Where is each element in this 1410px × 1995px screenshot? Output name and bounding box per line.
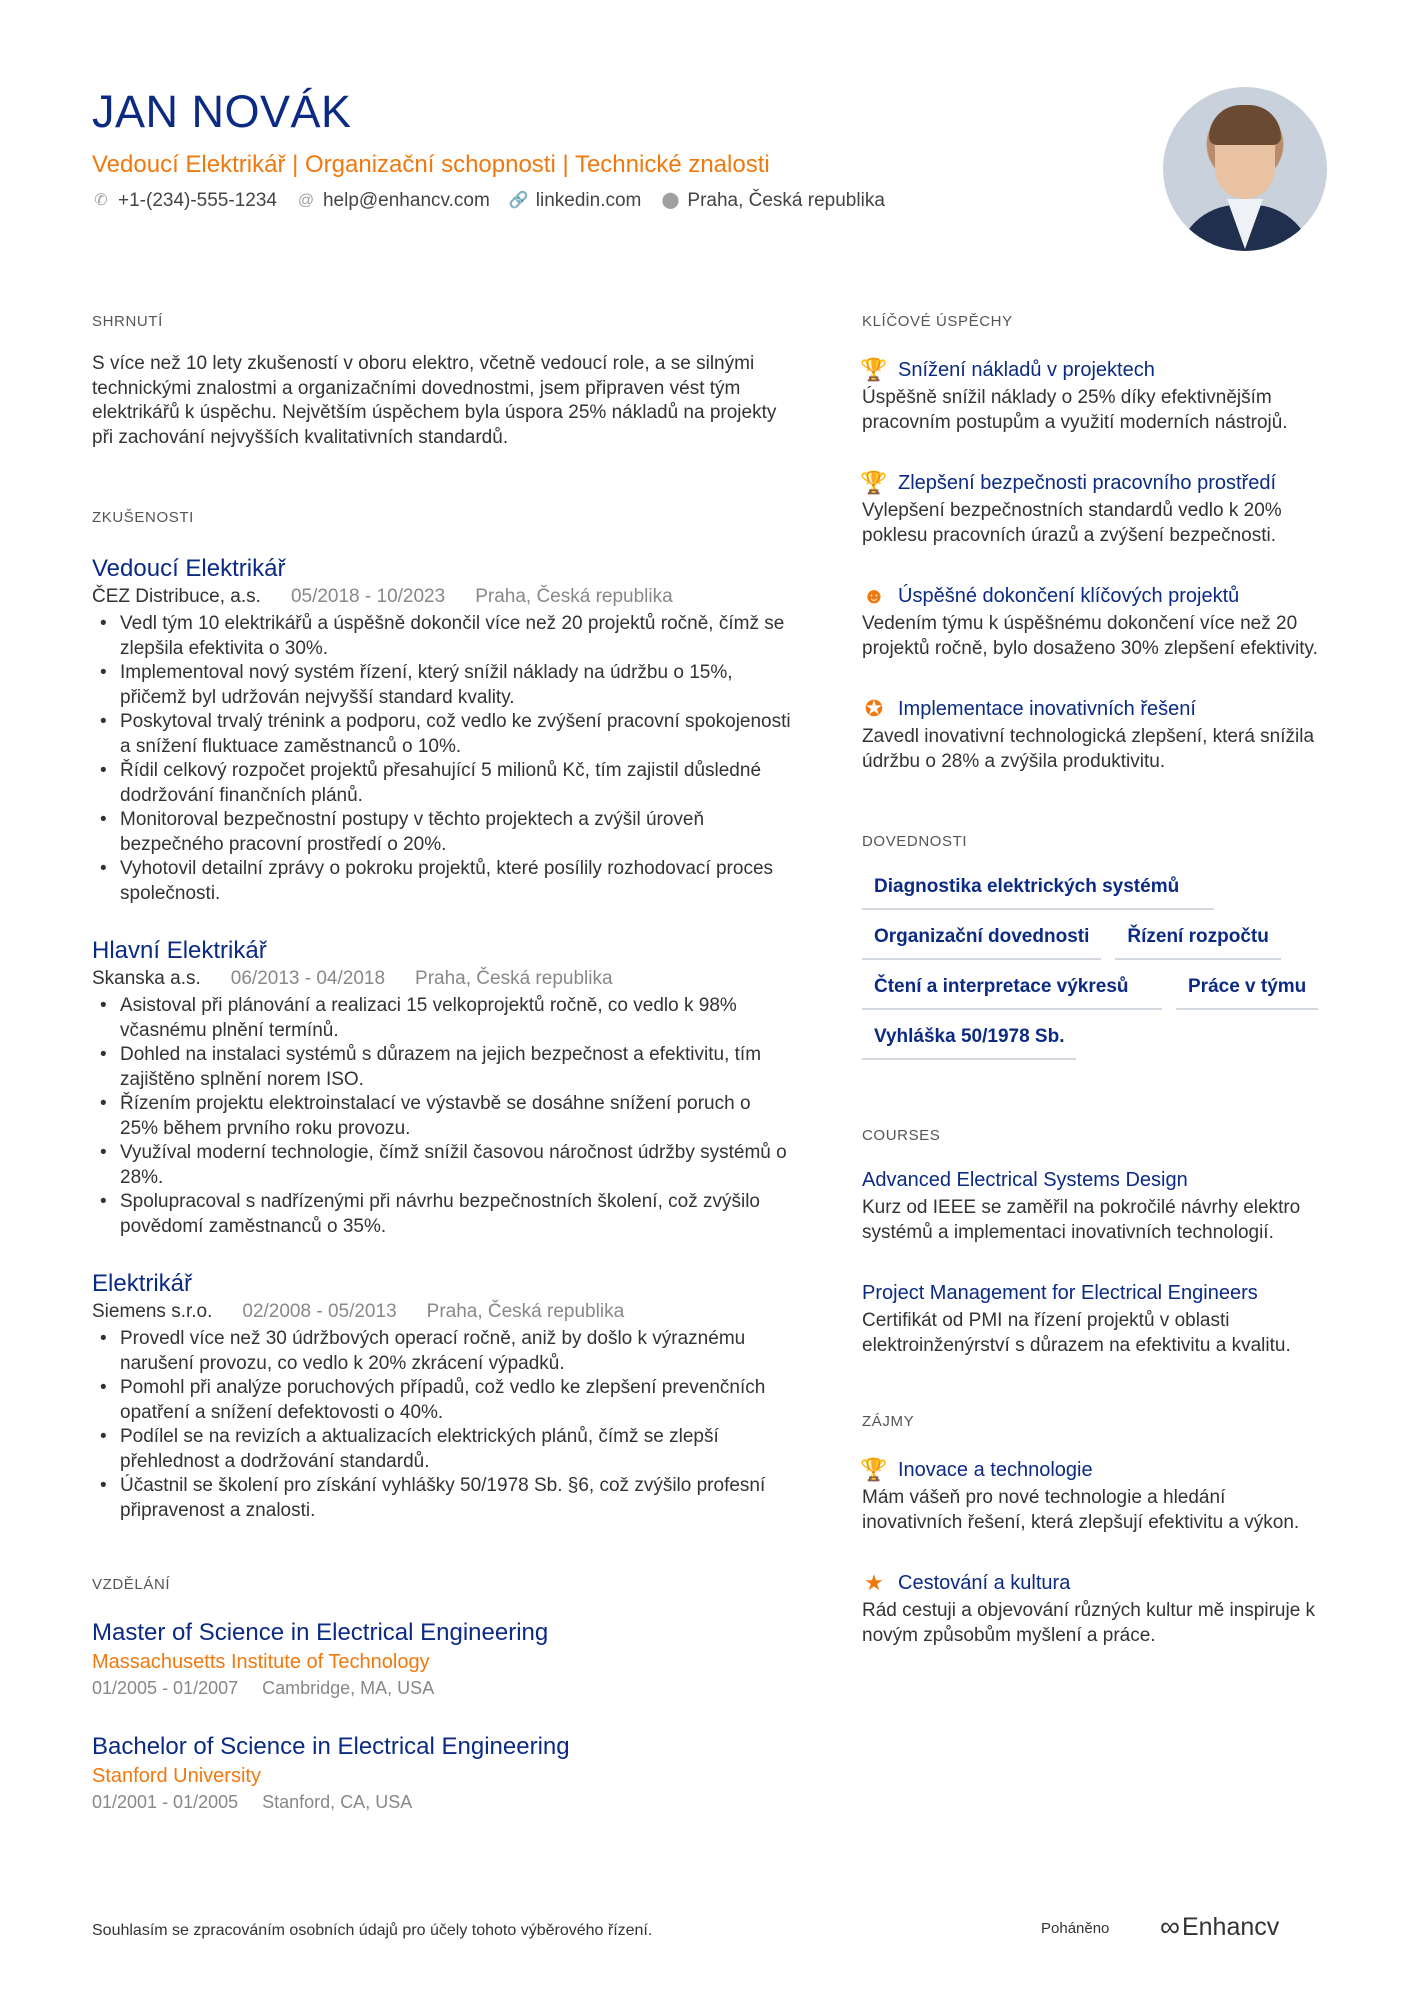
edu-location: Stanford, CA, USA bbox=[262, 1792, 413, 1812]
achievements-title: KLÍČOVÉ ÚSPĚCHY bbox=[862, 313, 1013, 330]
interest-desc: Mám vášeň pro nové technologie a hledání inovativních řešení, která zlepšují efektivitu a výkon. bbox=[862, 1487, 1300, 1533]
left-column bbox=[92, 312, 792, 1815]
experience-title: ZKUŠENOSTI bbox=[92, 509, 194, 526]
job-bullet: • Provedl více než 30 údržbových operací ročně, aniž by došlo k výraznému narušení provozu, co vedlo k 20% zkrácení výpadků. bbox=[92, 1327, 792, 1376]
interest-item bbox=[862, 1456, 1322, 1535]
location-icon: ⬤ bbox=[661, 192, 680, 209]
contact-email[interactable] bbox=[297, 188, 490, 214]
skill-tag: Čtení a interpretace výkresů bbox=[862, 968, 1162, 1010]
achievement-title: Snížení nákladů v projektech bbox=[898, 359, 1155, 381]
job-bullets bbox=[92, 612, 792, 906]
achievement-item bbox=[862, 469, 1322, 548]
brand-name: Enhancv bbox=[1181, 1913, 1280, 1941]
job-title: Elektrikář bbox=[92, 1270, 193, 1297]
infinity-logo-icon: ∞ bbox=[1160, 1911, 1174, 1942]
candidate-name: JAN NOVÁK bbox=[92, 86, 352, 137]
at-icon: @ bbox=[297, 192, 315, 209]
job-bullet: • Poskytoval trvalý trénink a podporu, což vedlo ke zvýšení pracovní spokojenosti a snížení fluktuace zaměstnanců o 10%. bbox=[92, 710, 792, 759]
interest-item bbox=[862, 1569, 1322, 1648]
achievement-item bbox=[862, 356, 1322, 435]
contact-phone-text: +1-(234)-555-1234 bbox=[118, 190, 277, 211]
summary-title: SHRNUTÍ bbox=[92, 313, 163, 330]
job-meta bbox=[92, 966, 792, 992]
job-entry bbox=[92, 1269, 792, 1523]
achievement-desc: Vylepšení bezpečnostních standardů vedlo k 20% poklesu pracovních úrazů a zvýšení bezpečnosti. bbox=[862, 500, 1282, 546]
achievement-header bbox=[862, 582, 1322, 610]
skill-tag: Diagnostika elektrických systémů bbox=[862, 868, 1214, 910]
achievement-desc: Úspěšně snížil náklady o 25% díky efektivnějším pracovním postupům a využití moderních nástrojů. bbox=[862, 387, 1288, 433]
skill-tag: Vyhláška 50/1978 Sb. bbox=[862, 1018, 1076, 1060]
job-company: Skanska a.s. bbox=[92, 968, 201, 989]
job-entry bbox=[92, 554, 792, 906]
achievement-desc: Zavedl inovativní technologická zlepšení, která snížila údržbu o 28% a zvýšila produktivitu. bbox=[862, 726, 1315, 772]
job-bullet: • Dohled na instalaci systémů s důrazem na jejich bezpečnost a efektivitu, tím zajištěno splnění norem ISO. bbox=[92, 1043, 792, 1092]
job-bullet: • Spolupracoval s nadřízenými při návrhu bezpečnostních školení, což zvýšilo povědomí zaměstnanců o 35%. bbox=[92, 1190, 792, 1239]
job-location: Praha, Česká republika bbox=[415, 968, 613, 989]
edu-dates: 01/2001 - 01/2005 bbox=[92, 1792, 239, 1812]
contact-location bbox=[661, 188, 885, 214]
summary-text: S více než 10 lety zkušeností v oboru elektro, včetně vedoucí role, a se silnými technickými znalostmi a organizačními dovednostmi, jsem připraven vést tým elektrikářů k úspěchu. Největším úspěchem byla úspora 25% nákladů na projekty při zachování nejvyšších kvalitativních standardů. bbox=[92, 353, 777, 448]
achievement-header bbox=[862, 695, 1322, 723]
job-title: Hlavní Elektrikář bbox=[92, 937, 267, 964]
job-dates: 05/2018 - 10/2023 bbox=[290, 586, 446, 607]
courses-section bbox=[862, 1126, 1322, 1358]
contact-list bbox=[92, 188, 1152, 214]
interest-header bbox=[862, 1569, 1322, 1597]
edu-degree: Master of Science in Electrical Engineering bbox=[92, 1619, 549, 1646]
contact-email-text: help@enhancv.com bbox=[322, 190, 490, 211]
job-bullet: • Vyhotovil detailní zprávy o pokroku projektů, které posílily rozhodovací proces společnosti. bbox=[92, 857, 792, 906]
achievement-title: Úspěšné dokončení klíčových projektů bbox=[898, 585, 1240, 607]
job-bullet: • Řídil celkový rozpočet projektů přesahující 5 milionů Kč, tím zajistil důsledné dodržování finančních plánů. bbox=[92, 759, 792, 808]
skill-tag: Práce v týmu bbox=[1176, 968, 1318, 1010]
achievement-desc: Vedením týmu k úspěšnému dokončení více než 20 projektů ročně, bylo dosaženo 30% zlepšení efektivity. bbox=[862, 613, 1318, 659]
job-meta bbox=[92, 584, 792, 610]
achievement-title: Zlepšení bezpečnosti pracovního prostředí bbox=[898, 472, 1276, 494]
skills-section bbox=[862, 832, 1322, 1060]
education-entry bbox=[92, 1731, 792, 1815]
contact-phone[interactable] bbox=[92, 188, 277, 214]
job-company: Siemens s.r.o. bbox=[92, 1301, 213, 1322]
experience-section bbox=[92, 508, 792, 1523]
interest-desc: Rád cestuji a objevování různých kultur mě inspiruje k novým způsobům myšlení a práce. bbox=[862, 1600, 1316, 1646]
trophy-icon: 🏆 bbox=[860, 357, 888, 382]
interests-title: ZÁJMY bbox=[862, 1413, 915, 1430]
education-title: VZDĚLÁNÍ bbox=[92, 1576, 171, 1593]
skill-tag: Organizační dovednosti bbox=[862, 918, 1101, 960]
right-column bbox=[862, 312, 1322, 1648]
job-meta bbox=[92, 1299, 792, 1325]
interest-header bbox=[862, 1456, 1322, 1484]
phone-icon: ✆ bbox=[94, 192, 108, 209]
edu-dates: 01/2005 - 01/2007 bbox=[92, 1678, 239, 1698]
edu-school: Massachusetts Institute of Technology bbox=[92, 1651, 430, 1673]
job-title: Vedoucí Elektrikář bbox=[92, 555, 286, 582]
course-desc: Kurz od IEEE se zaměřil na pokročilé návrhy elektro systémů a implementaci inovativních technologií. bbox=[862, 1197, 1301, 1243]
trophy-icon: 🏆 bbox=[860, 1457, 888, 1482]
course-item bbox=[862, 1166, 1322, 1245]
link-icon: 🔗 bbox=[508, 192, 529, 209]
job-bullets bbox=[92, 994, 792, 1239]
trophy-icon: 🏆 bbox=[860, 470, 888, 495]
job-bullets bbox=[92, 1327, 792, 1523]
job-bullet: • Řízením projektu elektroinstalací ve výstavbě se dosáhne snížení poruch o 25% během prvního roku provozu. bbox=[92, 1092, 792, 1141]
education-entry bbox=[92, 1617, 792, 1701]
achievement-title: Implementace inovativních řešení bbox=[898, 698, 1196, 720]
course-item bbox=[862, 1279, 1322, 1358]
medal-icon: ✪ bbox=[864, 696, 884, 721]
interest-title: Inovace a technologie bbox=[898, 1459, 1093, 1481]
achievement-header bbox=[862, 469, 1322, 497]
edu-school: Stanford University bbox=[92, 1765, 261, 1787]
skill-tag: Řízení rozpočtu bbox=[1115, 918, 1280, 960]
contact-linkedin-text: linkedin.com bbox=[535, 190, 642, 211]
edu-degree: Bachelor of Science in Electrical Engineering bbox=[92, 1733, 570, 1760]
edu-location: Cambridge, MA, USA bbox=[262, 1678, 435, 1698]
brand-link[interactable] bbox=[1160, 1910, 1279, 1944]
interest-title: Cestování a kultura bbox=[898, 1572, 1071, 1594]
course-title: Project Management for Electrical Engineers bbox=[862, 1282, 1258, 1304]
education-section bbox=[92, 1575, 792, 1815]
job-bullet: • Účastnil se školení pro získání vyhlášky 50/1978 Sb. §6, což zvýšilo profesní připravenost a znalosti. bbox=[92, 1474, 792, 1523]
interests-section bbox=[862, 1412, 1322, 1648]
job-bullet: • Asistoval při plánování a realizaci 15 velkoprojektů ročně, co vedlo k 98% včasnému plnění termínů. bbox=[92, 994, 792, 1043]
avatar bbox=[1163, 87, 1327, 251]
courses-title: COURSES bbox=[862, 1127, 941, 1144]
job-bullet: • Podílel se na revizích a aktualizacích elektrických plánů, čímž se zlepší přehlednost a dodržování standardů. bbox=[92, 1425, 792, 1474]
star-icon: ★ bbox=[864, 1570, 884, 1595]
edu-meta bbox=[92, 1675, 792, 1701]
job-bullet: • Pomohl při analýze poruchových případů, což vedlo ke zlepšení prevenčních opatření a snížení defektovosti o 40%. bbox=[92, 1376, 792, 1425]
job-dates: 02/2008 - 05/2013 bbox=[242, 1301, 397, 1322]
skills-list bbox=[862, 868, 1322, 1060]
consent-text: Souhlasím se zpracováním osobních údajů pro účely tohoto výběrového řízení. bbox=[92, 1922, 653, 1939]
edu-meta bbox=[92, 1789, 792, 1815]
achievement-item bbox=[862, 695, 1322, 774]
resume-header bbox=[92, 84, 1152, 214]
job-bullet: • Monitoroval bezpečnostní postupy v těchto projektech a zvýšil úroveň bezpečného pracovní prostředí o 20%. bbox=[92, 808, 792, 857]
skills-title: DOVEDNOSTI bbox=[862, 833, 968, 850]
achievements-section bbox=[862, 312, 1322, 774]
summary-section bbox=[92, 312, 792, 450]
contact-location-text: Praha, Česká republika bbox=[687, 190, 885, 211]
head-icon: ☻ bbox=[862, 583, 886, 608]
job-location: Praha, Česká republika bbox=[426, 1301, 625, 1322]
achievement-item bbox=[862, 582, 1322, 661]
job-dates: 06/2013 - 04/2018 bbox=[230, 968, 386, 989]
job-location: Praha, Česká republika bbox=[475, 586, 673, 607]
course-desc: Certifikát od PMI na řízení projektů v oblasti elektroinženýrství s důrazem na efektivitu a kvalitu. bbox=[862, 1310, 1291, 1356]
course-title: Advanced Electrical Systems Design bbox=[862, 1169, 1188, 1191]
powered-by-label: Poháněno bbox=[1041, 1920, 1110, 1937]
achievement-header bbox=[862, 356, 1322, 384]
job-bullet: • Využíval moderní technologie, čímž snížil časovou náročnost údržby systémů o 28%. bbox=[92, 1141, 792, 1190]
job-bullet: • Vedl tým 10 elektrikářů a úspěšně dokončil více než 20 projektů ročně, čímž se zlepšila efektivita o 30%. bbox=[92, 612, 792, 661]
job-bullet: • Implementoval nový systém řízení, který snížil náklady na údržbu o 15%, přičemž byl udržován nejvyšší standard kvality. bbox=[92, 661, 792, 710]
job-company: ČEZ Distribuce, a.s. bbox=[92, 586, 261, 607]
contact-linkedin[interactable] bbox=[510, 188, 642, 214]
job-entry bbox=[92, 936, 792, 1239]
headline: Vedoucí Elektrikář | Organizační schopnosti | Technické znalosti bbox=[92, 151, 770, 178]
